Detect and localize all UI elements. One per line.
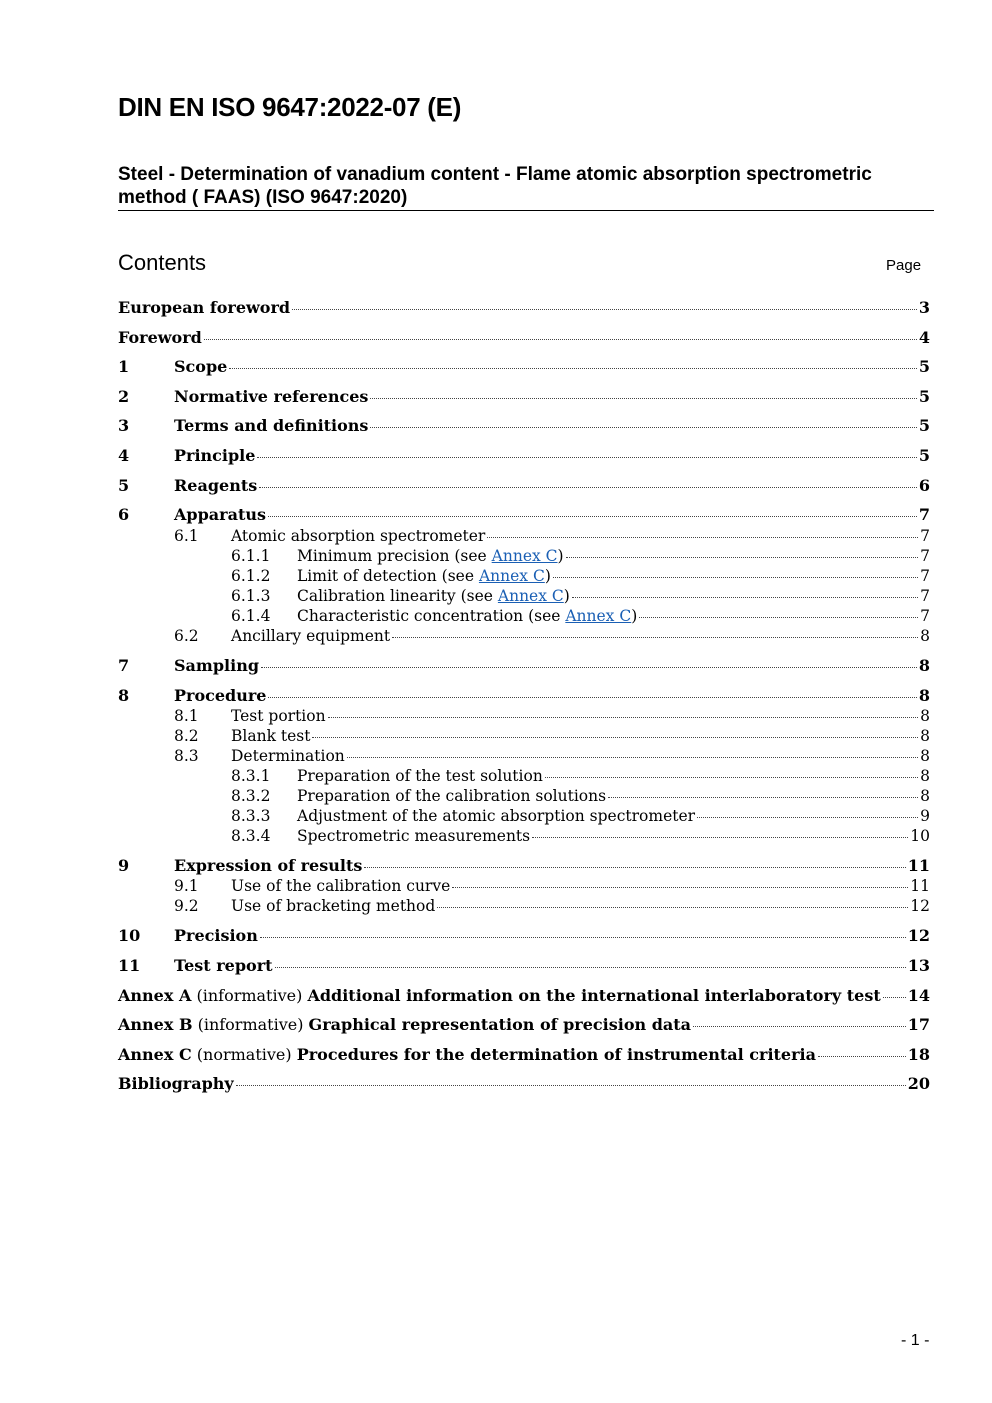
toc-entry-calibration-curve[interactable] xyxy=(118,877,930,895)
dot-leader xyxy=(608,797,918,798)
toc-entry-number: 6 xyxy=(118,505,130,524)
toc-entry-precision[interactable] xyxy=(118,926,930,945)
toc-entry-title: Spectrometric measurements xyxy=(297,827,531,845)
annex-title: Additional information on the international interlaboratory test xyxy=(307,986,881,1005)
dot-leader xyxy=(818,1056,906,1057)
toc-entry-test-portion[interactable] xyxy=(118,707,930,725)
toc-entry-title xyxy=(297,547,564,565)
toc-entry-page: 9 xyxy=(920,807,930,825)
toc-entry-reagents[interactable] xyxy=(118,476,930,495)
toc-entry-page: 11 xyxy=(907,856,930,875)
toc-entry-number: 9.1 xyxy=(174,877,199,895)
dot-leader xyxy=(883,997,906,998)
toc-entry-page: 12 xyxy=(910,897,930,915)
toc-entry-title-suffix: ) xyxy=(544,567,551,585)
dot-leader xyxy=(487,537,918,538)
annex-type: (normative) xyxy=(191,1045,297,1064)
toc-entry-page: 5 xyxy=(918,387,930,406)
dot-leader xyxy=(566,557,919,558)
toc-entry-title-text: Calibration linearity (see xyxy=(297,587,498,605)
toc-entry-title-text: Characteristic concentration (see xyxy=(297,607,566,625)
toc-entry-sampling[interactable] xyxy=(118,656,930,675)
annex-title: Graphical representation of precision data xyxy=(308,1015,692,1034)
toc-entry-title: Terms and definitions xyxy=(174,416,369,435)
toc-entry-title xyxy=(118,1045,816,1064)
dot-leader xyxy=(532,837,908,838)
toc-entry-page: 6 xyxy=(918,476,930,495)
toc-entry-number: 8.1 xyxy=(174,707,199,725)
dot-leader xyxy=(697,817,918,818)
annex-title: Procedures for the determination of instrumental criteria xyxy=(296,1045,816,1064)
toc-entry-title: Foreword xyxy=(118,328,202,347)
toc-entry-page: 7 xyxy=(918,505,930,524)
toc-entry-title: Adjustment of the atomic absorption spectrometer xyxy=(297,807,696,825)
dot-leader xyxy=(370,398,916,399)
toc-entry-page: 8 xyxy=(918,686,930,705)
toc-entry-page: 14 xyxy=(907,986,930,1005)
dot-leader xyxy=(268,697,916,698)
annex-c-link[interactable]: Annex C xyxy=(565,607,632,625)
dot-leader xyxy=(370,427,916,428)
toc-entry-title: Bibliography xyxy=(118,1074,234,1093)
toc-entry-title: Reagents xyxy=(174,476,258,495)
toc-entry-limit-of-detection[interactable] xyxy=(118,567,930,585)
toc-entry-adjustment[interactable] xyxy=(118,807,930,825)
toc-entry-number: 6.1.3 xyxy=(231,587,271,605)
dot-leader xyxy=(260,937,906,938)
toc-entry-number: 8.3.2 xyxy=(231,787,271,805)
toc-entry-page: 7 xyxy=(920,607,930,625)
toc-entry-page: 12 xyxy=(907,926,930,945)
dot-leader xyxy=(292,309,917,310)
toc-entry-number: 10 xyxy=(118,926,141,945)
toc-entry-page: 7 xyxy=(920,547,930,565)
toc-entry-page: 3 xyxy=(918,298,930,317)
toc-entry-title xyxy=(118,1015,691,1034)
toc-entry-annex-b[interactable] xyxy=(118,1015,930,1034)
dot-leader xyxy=(639,617,918,618)
toc-entry-number: 8.3.3 xyxy=(231,807,271,825)
toc-entry-ancillary-equipment[interactable] xyxy=(118,627,930,645)
dot-leader xyxy=(229,368,917,369)
toc-entry-page: 8 xyxy=(920,627,930,645)
toc-entry-page: 18 xyxy=(907,1045,930,1064)
toc-entry-title: Atomic absorption spectrometer xyxy=(231,527,486,545)
dot-leader xyxy=(452,887,908,888)
annex-label: Annex C xyxy=(118,1045,192,1064)
toc-entry-title-suffix: ) xyxy=(563,587,570,605)
toc-entry-page: 8 xyxy=(920,727,930,745)
toc-entry-title: Determination xyxy=(231,747,345,765)
toc-entry-number: 6.1.1 xyxy=(231,547,271,565)
toc-entry-page: 17 xyxy=(907,1015,930,1034)
toc-entry-title: Expression of results xyxy=(174,856,363,875)
dot-leader xyxy=(328,717,919,718)
toc-entry-title: Normative references xyxy=(174,387,369,406)
toc-entry-title-suffix: ) xyxy=(631,607,638,625)
toc-entry-title xyxy=(297,587,570,605)
toc-entry-number: 6.1.4 xyxy=(231,607,271,625)
toc-entry-normative-references[interactable] xyxy=(118,387,930,406)
toc-entry-minimum-precision[interactable] xyxy=(118,547,930,565)
dot-leader xyxy=(553,577,918,578)
toc-entry-number: 4 xyxy=(118,446,130,465)
toc-entry-title xyxy=(118,986,881,1005)
toc-entry-title xyxy=(297,567,551,585)
toc-entry-blank-test[interactable] xyxy=(118,727,930,745)
toc-entry-test-solution[interactable] xyxy=(118,767,930,785)
toc-entry-terms-definitions[interactable] xyxy=(118,416,930,435)
annex-label: Annex A xyxy=(118,986,192,1005)
toc-entry-calibration-solutions[interactable] xyxy=(118,787,930,805)
toc-entry-number: 8.2 xyxy=(174,727,199,745)
toc-entry-title: Scope xyxy=(174,357,228,376)
annex-c-link[interactable]: Annex C xyxy=(491,547,558,565)
toc-entry-expression-of-results[interactable] xyxy=(118,856,930,875)
toc-entry-title-suffix: ) xyxy=(557,547,564,565)
toc-entry-number: 1 xyxy=(118,357,130,376)
toc-entry-number: 9 xyxy=(118,856,130,875)
toc-entry-number: 8.3 xyxy=(174,747,199,765)
toc-entry-aas-spectrometer[interactable] xyxy=(118,527,930,545)
toc-entry-page: 13 xyxy=(907,956,930,975)
toc-entry-title: Test report xyxy=(174,956,273,975)
toc-entry-number: 11 xyxy=(118,956,141,975)
annex-type: (informative) xyxy=(192,1015,309,1034)
toc-entry-page: 20 xyxy=(907,1074,930,1093)
toc-entry-title: Precision xyxy=(174,926,258,945)
toc-entry-page: 8 xyxy=(920,787,930,805)
toc-entry-bracketing-method[interactable] xyxy=(118,897,930,915)
toc-entry-page: 8 xyxy=(920,747,930,765)
dot-leader xyxy=(257,457,916,458)
toc-entry-title: Preparation of the calibration solutions xyxy=(297,787,607,805)
annex-c-link[interactable]: Annex C xyxy=(497,587,564,605)
dot-leader xyxy=(275,967,906,968)
toc-entry-page: 8 xyxy=(920,767,930,785)
toc-entry-page: 7 xyxy=(920,527,930,545)
toc-entry-title-text: Limit of detection (see xyxy=(297,567,479,585)
toc-entry-title: Apparatus xyxy=(174,505,266,524)
document-subtitle: Steel - Determination of vanadium content - Flame atomic absorption spectrometric method ( FAAS) (ISO 9647:2020) xyxy=(118,164,872,208)
dot-leader xyxy=(259,487,917,488)
toc-entry-number: 3 xyxy=(118,416,130,435)
toc-entry-scope[interactable] xyxy=(118,357,930,376)
toc-entry-title: Test portion xyxy=(231,707,326,725)
toc-entry-title: Sampling xyxy=(174,656,260,675)
toc-entry-page: 5 xyxy=(918,357,930,376)
toc-entry-page: 4 xyxy=(918,328,930,347)
toc-entry-page: 5 xyxy=(918,416,930,435)
contents-heading: Contents xyxy=(118,250,207,275)
toc-entry-title xyxy=(297,607,637,625)
toc-entry-number: 6.2 xyxy=(174,627,199,645)
toc-entry-bibliography[interactable] xyxy=(118,1074,930,1093)
document-id: DIN EN ISO 9647:2022-07 (E) xyxy=(118,92,462,122)
toc-entry-foreword[interactable] xyxy=(118,328,930,347)
toc-entry-number: 2 xyxy=(118,387,130,406)
annex-label: Annex B xyxy=(118,1015,193,1034)
toc-entry-principle[interactable] xyxy=(118,446,930,465)
toc-entry-number: 8.3.4 xyxy=(231,827,271,845)
toc-entry-number: 8 xyxy=(118,686,130,705)
dot-leader xyxy=(572,597,918,598)
dot-leader xyxy=(693,1026,906,1027)
toc-entry-number: 9.2 xyxy=(174,897,199,915)
toc-entry-title: Principle xyxy=(174,446,256,465)
toc-entry-characteristic-concentration[interactable] xyxy=(118,607,930,625)
toc-entry-calibration-linearity[interactable] xyxy=(118,587,930,605)
toc-entry-annex-c[interactable] xyxy=(118,1045,930,1064)
toc-entry-title: Use of the calibration curve xyxy=(231,877,451,895)
toc-entry-title: Blank test xyxy=(231,727,311,745)
toc-entry-determination[interactable] xyxy=(118,747,930,765)
dot-leader xyxy=(261,667,917,668)
dot-leader xyxy=(312,737,918,738)
toc-entry-number: 5 xyxy=(118,476,130,495)
toc-entry-apparatus[interactable] xyxy=(118,505,930,524)
toc-entry-test-report[interactable] xyxy=(118,956,930,975)
dot-leader xyxy=(437,907,908,908)
dot-leader xyxy=(392,637,918,638)
toc-entry-page: 10 xyxy=(910,827,930,845)
toc-entry-spectrometric-measurements[interactable] xyxy=(118,827,930,845)
dot-leader xyxy=(545,777,918,778)
toc-entry-number: 7 xyxy=(118,656,130,675)
dot-leader xyxy=(236,1085,906,1086)
annex-c-link[interactable]: Annex C xyxy=(478,567,545,585)
toc-entry-page: 11 xyxy=(910,877,930,895)
toc-entry-annex-a[interactable] xyxy=(118,986,930,1005)
toc-entry-number: 6.1 xyxy=(174,527,199,545)
page-number: - 1 - xyxy=(901,1332,930,1349)
toc-entry-page: 8 xyxy=(920,707,930,725)
toc-entry-title: Ancillary equipment xyxy=(231,627,391,645)
annex-type: (informative) xyxy=(191,986,308,1005)
dot-leader xyxy=(347,757,918,758)
toc-entry-page: 8 xyxy=(918,656,930,675)
toc-entry-number: 6.1.2 xyxy=(231,567,271,585)
toc-entry-title: Preparation of the test solution xyxy=(297,767,543,785)
toc-entry-title: Procedure xyxy=(174,686,267,705)
toc-entry-number: 8.3.1 xyxy=(231,767,271,785)
toc-entry-european-foreword[interactable] xyxy=(118,298,930,317)
toc-entry-procedure[interactable] xyxy=(118,686,930,705)
toc-entry-page: 5 xyxy=(918,446,930,465)
dot-leader xyxy=(204,339,917,340)
toc-entry-title: European foreword xyxy=(118,298,291,317)
toc-entry-page: 7 xyxy=(920,567,930,585)
dot-leader xyxy=(268,516,917,517)
page-column-label: Page xyxy=(886,257,922,274)
toc-entry-title-text: Minimum precision (see xyxy=(297,547,492,565)
toc-entry-title: Use of bracketing method xyxy=(231,897,436,915)
dot-leader xyxy=(364,867,905,868)
toc-entry-page: 7 xyxy=(920,587,930,605)
title-divider xyxy=(118,210,934,211)
